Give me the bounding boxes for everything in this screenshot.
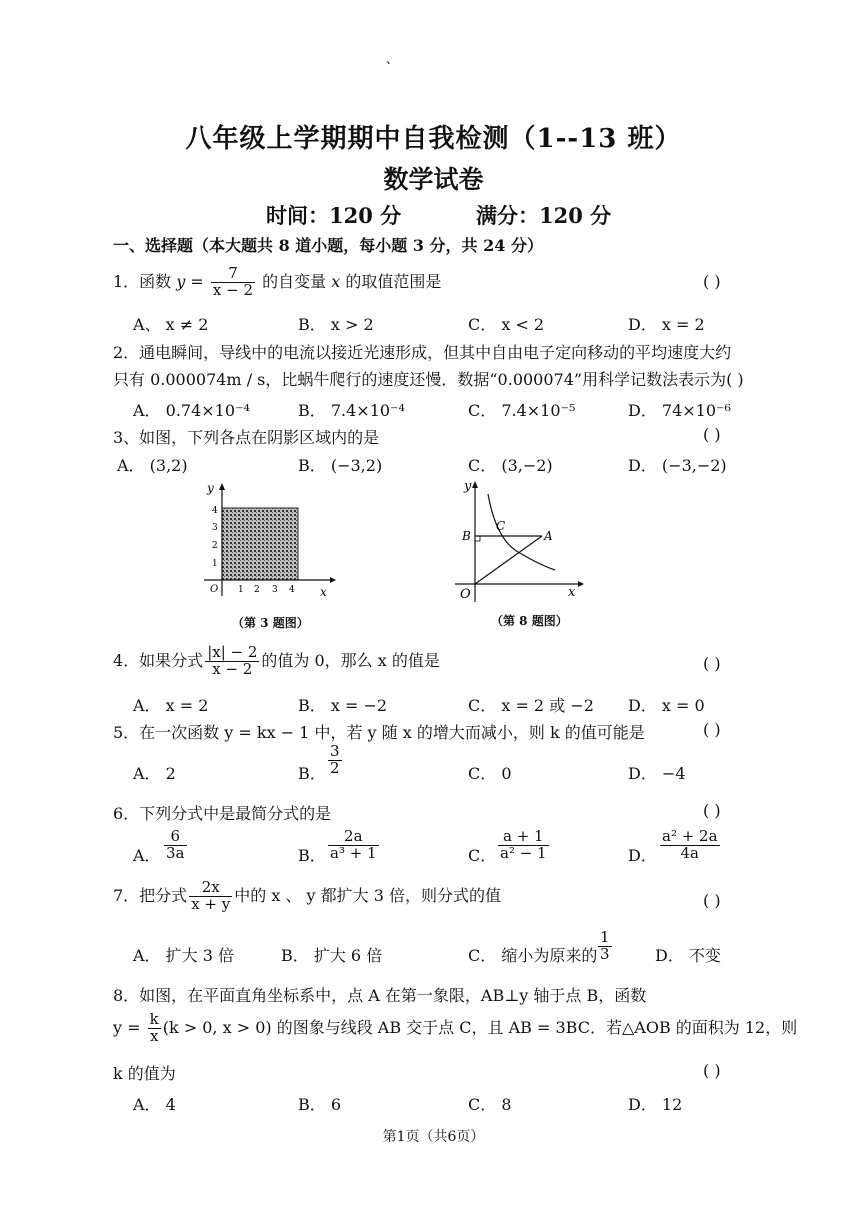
q1-option-d: D． x = 2 — [628, 315, 705, 334]
question-8-line-1: 8．如图，在平面直角坐标系中，点 A 在第一象限，AB⊥y 轴于点 B，函数 — [113, 986, 647, 1005]
q3-option-b: B． (−3,2) — [298, 456, 383, 475]
question-3: 3、如图，下列各点在阴影区域内的是 — [113, 428, 380, 447]
q1-option-b: B． x > 2 — [298, 315, 374, 334]
question-2-line-1: 2．通电瞬间，导线中的电流以接近光速形成，但其中自由电子定向移动的平均速度大约 — [113, 343, 732, 362]
q3-option-a: A． (3,2) — [117, 456, 188, 475]
q7-answer-paren: ( ) — [703, 891, 721, 910]
q1-option-c: C． x < 2 — [468, 315, 545, 334]
q6-option-a-fraction — [162, 829, 189, 862]
q4-answer-paren: ( ) — [703, 654, 721, 673]
q4-denominator: x − 2 — [212, 659, 253, 678]
q1-text-b: 的取值范围是 — [340, 271, 442, 291]
q1-equals: = — [185, 271, 209, 291]
q5-option-b-fraction — [326, 744, 344, 777]
q6-option-d-label: D． — [628, 846, 657, 865]
q2-option-b: B． 7.4×10⁻⁴ — [298, 401, 405, 420]
page-footer: 第1页（共6页） — [382, 1129, 485, 1145]
fig3-xtick-4: 4 — [289, 585, 295, 595]
q6-option-c-fraction — [496, 829, 551, 862]
question-4 — [113, 645, 440, 678]
fig3-ytick-1: 1 — [212, 559, 218, 569]
question-6: 6．下列分式中是最简分式的是 — [113, 804, 332, 823]
section-heading: 一、选择题（本大题共 8 道小题，每小题 3 分，共 24 分） — [113, 236, 543, 255]
fig8-point-a: A — [544, 529, 553, 543]
q6-option-c-label: C． — [468, 846, 497, 865]
fig8-x-arrow — [578, 581, 584, 587]
q4-fraction — [205, 645, 259, 678]
q4-option-b: B． x = −2 — [298, 696, 388, 715]
q7-option-a: A． 扩大 3 倍 — [133, 946, 234, 965]
fig8-y-label: y — [464, 479, 472, 494]
q3-answer-paren: ( ) — [703, 425, 721, 444]
q6-option-b-fraction — [326, 829, 381, 862]
fig8-origin: O — [460, 587, 471, 602]
q4-numerator: |x| − 2 — [207, 643, 258, 661]
q5-option-b-label: B． — [298, 764, 326, 783]
q1-fraction — [211, 266, 255, 299]
q7-option-d: D． 不变 — [655, 946, 721, 965]
q8-denominator: x — [149, 1026, 159, 1045]
q4-option-c: C． x = 2 或 −2 — [468, 696, 594, 715]
q5-option-a: A． 2 — [133, 764, 176, 783]
q2-option-c: C． 7.4×10⁻⁵ — [468, 401, 576, 420]
fig8-y-arrow — [472, 481, 478, 488]
fig3-xtick-2: 2 — [254, 585, 260, 595]
fig8-x-label: x — [568, 585, 576, 600]
fig3-x-label: x — [320, 585, 327, 599]
fig8-caption: （第 8 题图） — [491, 614, 568, 628]
q6-c-denominator: a² − 1 — [500, 843, 547, 862]
question-1 — [113, 266, 441, 299]
exam-full-score: 满分：120 分 — [476, 203, 612, 228]
right-angle-mark — [475, 536, 480, 541]
q6-b-denominator: a³ + 1 — [330, 843, 377, 862]
fig8-point-b: B — [462, 529, 471, 543]
q5-answer-paren: ( ) — [703, 720, 721, 739]
q1-numerator: 7 — [211, 266, 255, 283]
q7-option-c: C． 缩小为原来的 — [468, 946, 598, 965]
fig8-point-c: C — [496, 519, 506, 533]
q8-option-d: D． 12 — [628, 1095, 683, 1114]
q6-d-numerator: a² + 2a — [662, 827, 718, 845]
question-2-line-2: 只有 0.000074m / s，比蜗牛爬行的速度还慢．数据“0.000074”用科学记数法表示为( ) — [113, 370, 744, 389]
q4-prefix: 4．如果分式 — [113, 650, 204, 670]
q4-option-a: A． x = 2 — [133, 696, 209, 715]
exam-subtitle: 数学试卷 — [383, 165, 484, 194]
question-7 — [113, 880, 501, 913]
fig3-ytick-2: 2 — [212, 541, 218, 551]
q6-option-b-label: B． — [298, 846, 326, 865]
fig3-ytick-3: 3 — [212, 523, 218, 533]
figure-8 — [450, 474, 590, 614]
q4-option-d: D． x = 0 — [628, 696, 705, 715]
question-8-line-3: k 的值为 — [113, 1064, 176, 1083]
q2-option-d: D． 74×10⁻⁶ — [628, 401, 731, 420]
exam-time: 时间：120 分 — [266, 203, 402, 228]
q7-numerator: 2x — [189, 880, 232, 897]
q8-answer-paren: ( ) — [703, 1061, 721, 1080]
q1-answer-paren: ( ) — [703, 272, 721, 291]
q4-suffix: 的值为 0，那么 x 的值是 — [261, 650, 440, 670]
exam-title: 八年级上学期期中自我检测（1--13 班） — [185, 124, 682, 154]
q6-answer-paren: ( ) — [703, 801, 721, 820]
q7-c-denominator: 3 — [600, 944, 610, 963]
shaded-region — [222, 508, 298, 580]
q1-text-a: 的自变量 — [257, 271, 332, 291]
q5-b-denominator: 2 — [330, 758, 340, 777]
q5-option-c: C． 0 — [468, 764, 512, 783]
q8-numerator: k — [149, 1010, 159, 1028]
q7-c-numerator: 1 — [600, 928, 610, 946]
fig3-y-label: y — [207, 481, 214, 495]
q6-a-numerator: 6 — [164, 829, 187, 846]
fig3-xtick-1: 1 — [238, 585, 244, 595]
q6-b-numerator: 2a — [328, 829, 379, 846]
q7-denominator: x + y — [191, 894, 231, 913]
q1-denominator: x − 2 — [212, 280, 254, 299]
q5-b-frac — [328, 744, 342, 777]
q6-d-denominator: 4a — [680, 843, 700, 862]
q1-var-y: y — [176, 271, 186, 291]
question-5: 5．在一次函数 y = kx − 1 中，若 y 随 x 的增大而减小，则 k 的值可能是 — [113, 723, 645, 742]
q3-option-d: D． (−3,−2) — [628, 456, 727, 475]
q6-option-d-fraction — [658, 829, 722, 862]
figure-3 — [190, 478, 350, 633]
fig3-origin: O — [210, 584, 219, 595]
q8-fraction — [148, 1012, 161, 1045]
q8-option-c: C． 8 — [468, 1095, 512, 1114]
q8-option-a: A． 4 — [133, 1095, 176, 1114]
q7-suffix: 中的 x 、 y 都扩大 3 倍，则分式的值 — [234, 885, 501, 905]
x-axis-arrow — [330, 577, 336, 583]
q5-b-numerator: 3 — [330, 742, 340, 760]
q5-option-d: D． −4 — [628, 764, 686, 783]
q7-prefix: 7．把分式 — [113, 885, 188, 905]
q2-option-a: A． 0.74×10⁻⁴ — [133, 401, 250, 420]
question-8-line-2 — [113, 1012, 797, 1045]
q8-line-2-text: (k > 0, x > 0) 的图象与线段 AB 交于点 C，且 AB = 3BC．若△AOB 的面积为 12，则 — [162, 1017, 798, 1037]
header-dot: 、 — [386, 52, 399, 66]
q7-option-b: B． 扩大 6 倍 — [281, 946, 383, 965]
y-axis-arrow — [219, 483, 225, 490]
q6-c-numerator: a + 1 — [498, 829, 549, 846]
q1-prefix: 1．函数 — [113, 271, 177, 291]
fig3-xtick-3: 3 — [272, 585, 278, 595]
fig3-ytick-4: 4 — [212, 506, 218, 516]
fig3-caption: （第 3 题图） — [232, 616, 309, 630]
q7-option-c-fraction — [596, 930, 614, 963]
q6-option-a-label: A． — [133, 846, 161, 865]
q8-y-equals: y = — [113, 1017, 146, 1037]
q1-option-a: A、 x ≠ 2 — [133, 315, 209, 334]
q6-a-denominator: 3a — [166, 843, 185, 862]
q3-option-c: C． (3,−2) — [468, 456, 553, 475]
q8-option-b: B． 6 — [298, 1095, 342, 1114]
q1-var-x: x — [331, 271, 341, 291]
q7-fraction — [189, 880, 232, 913]
